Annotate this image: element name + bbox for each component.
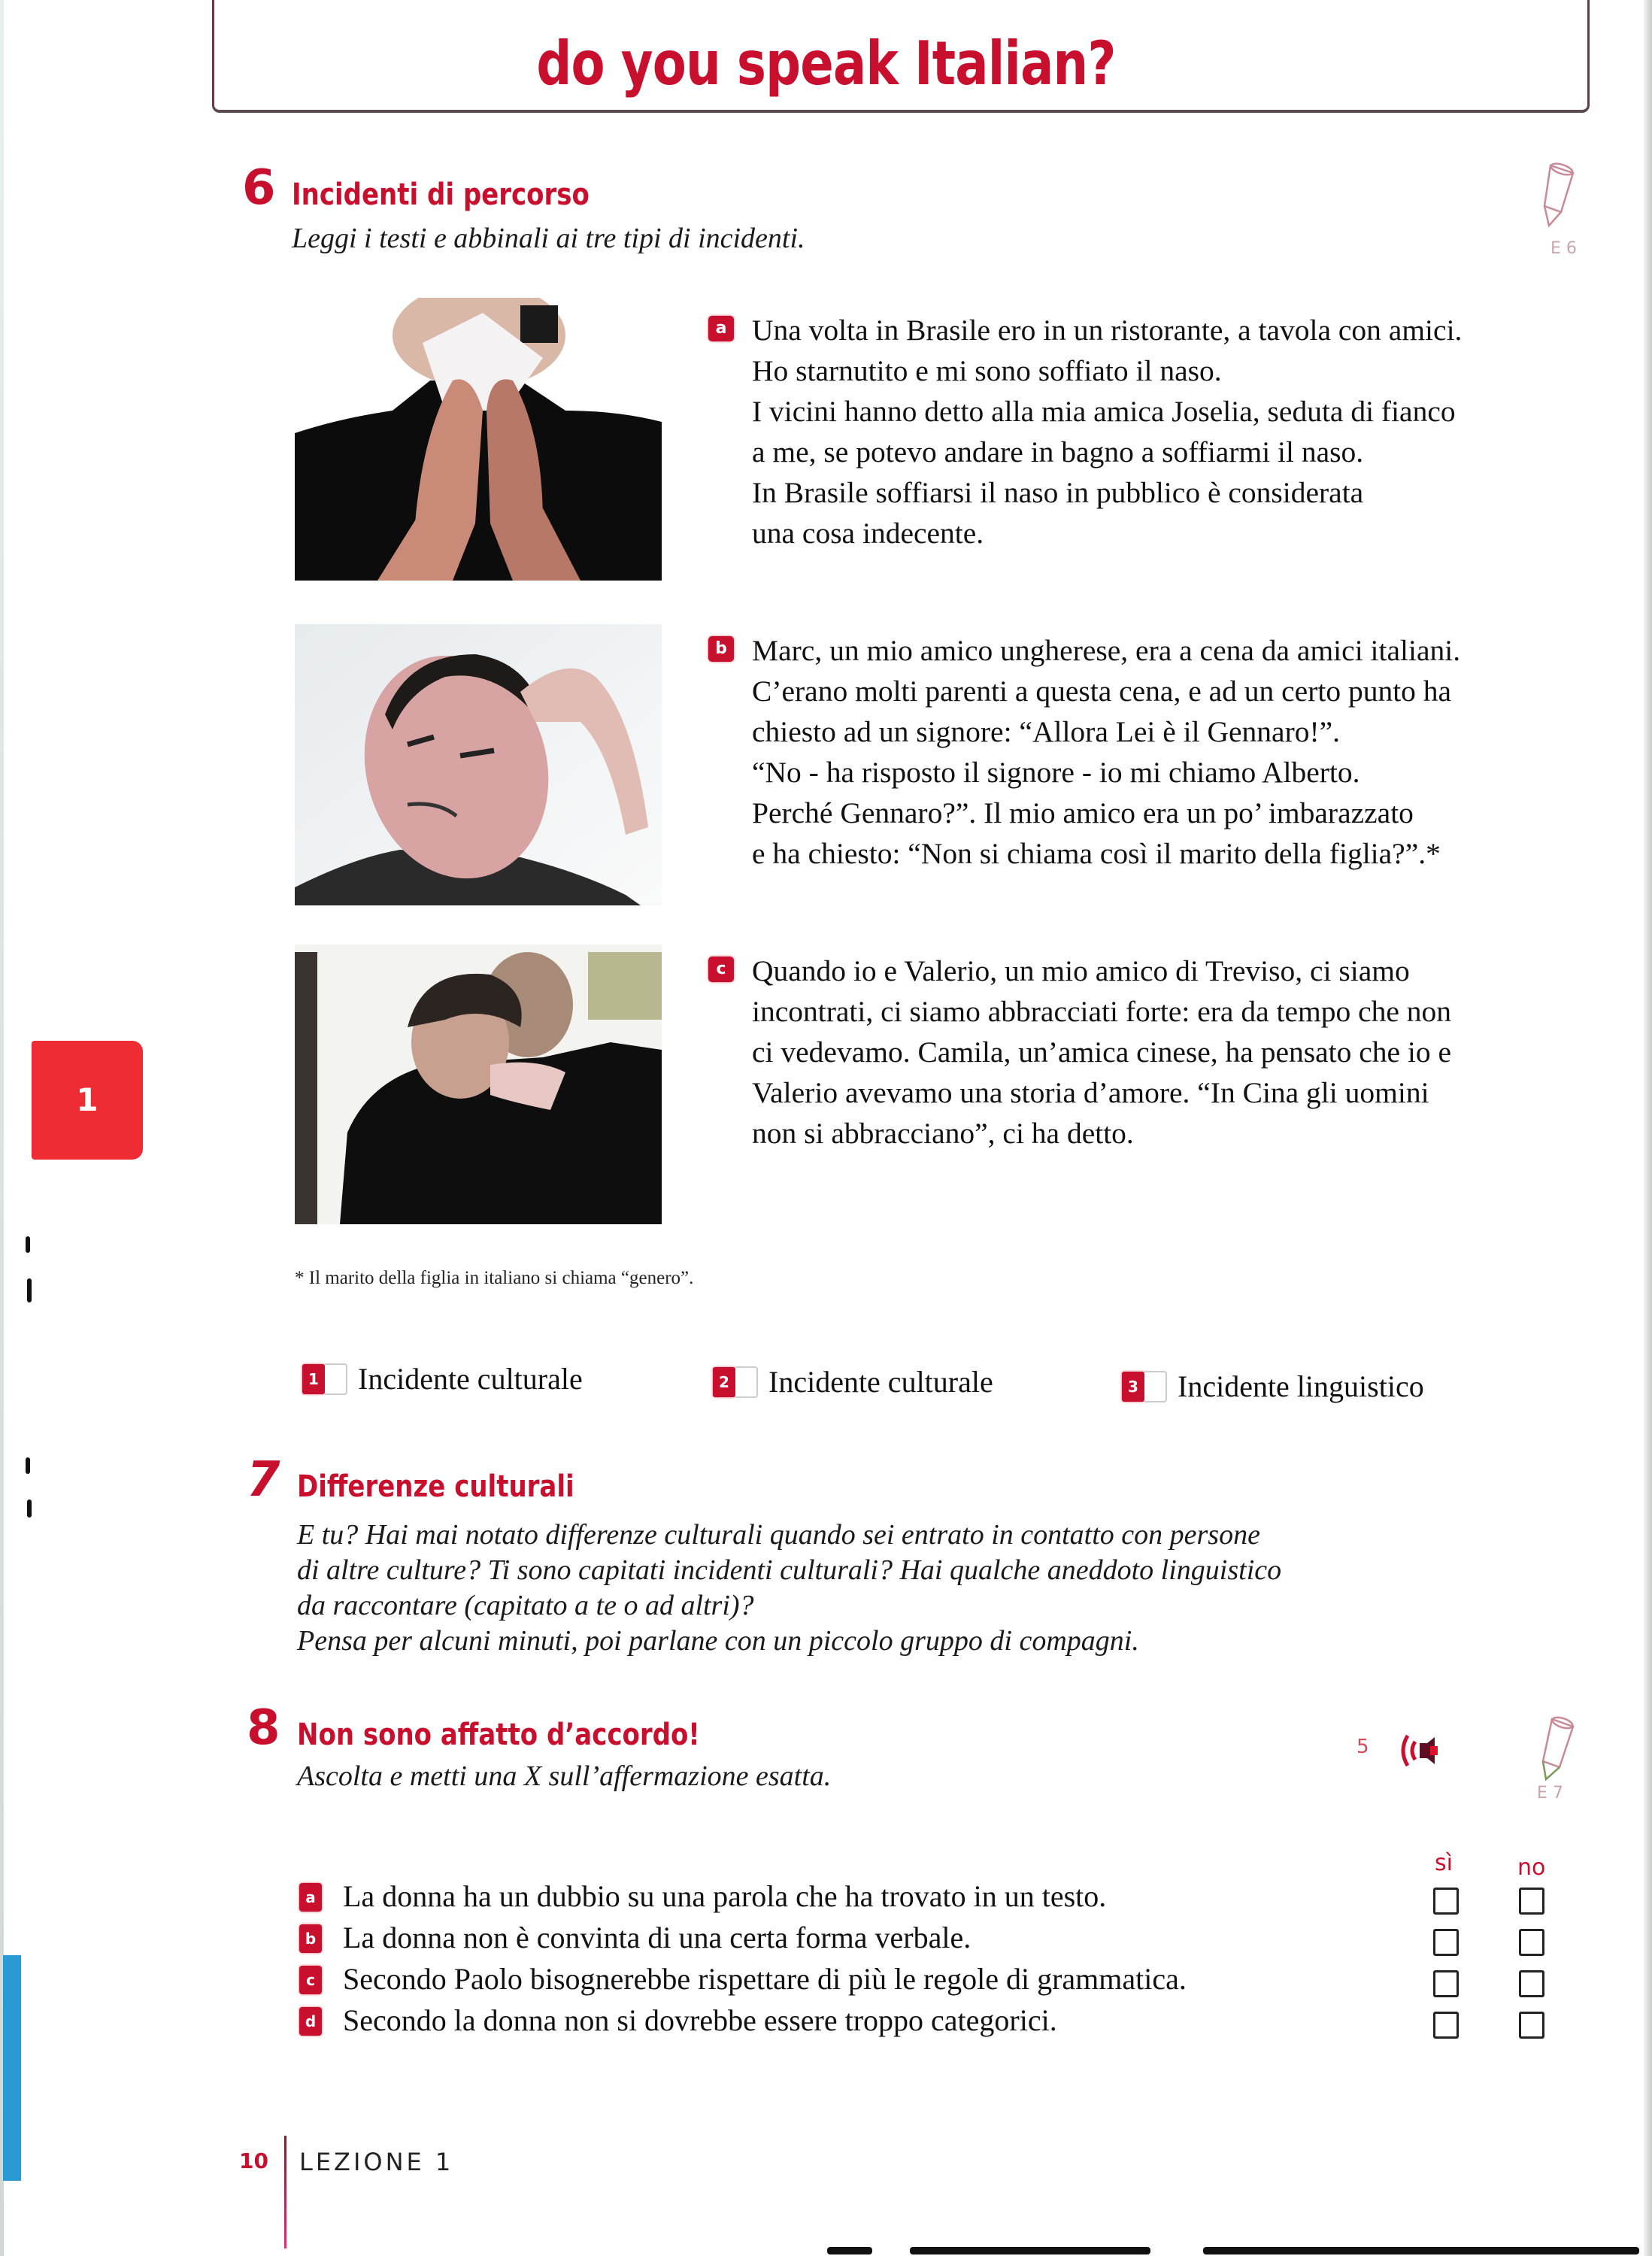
audio-track-number: 5 bbox=[1356, 1736, 1369, 1758]
match-answer-box-2[interactable] bbox=[735, 1366, 758, 1398]
story-line: I vicini hanno detto alla mia amica Joselia, seduta di fianco bbox=[752, 395, 1456, 428]
section-8-instruction: Ascolta e metti una X sull’affermazione esatta. bbox=[297, 1760, 832, 1792]
match-item-3 bbox=[1122, 1369, 1424, 1404]
page-number: 10 bbox=[239, 2148, 268, 2173]
checkbox-no-c[interactable] bbox=[1519, 1970, 1544, 1997]
match-number-badge: 3 bbox=[1122, 1372, 1144, 1402]
statement-row-d bbox=[299, 2003, 1578, 2043]
story-line: incontrati, ci siamo abbracciati forte: era da tempo che non bbox=[752, 995, 1452, 1028]
match-label: Incidente culturale bbox=[768, 1365, 993, 1399]
statement-text: La donna non è convinta di una certa forma verbale. bbox=[343, 1921, 971, 1954]
margin-mark bbox=[26, 1457, 30, 1474]
story-line: e ha chiesto: “Non si chiama così il marito della figlia?”.* bbox=[752, 837, 1441, 870]
section-7-title: Differenze culturali bbox=[297, 1469, 574, 1504]
photo-blowing-nose bbox=[295, 298, 662, 581]
section-7-number: 7 bbox=[247, 1452, 280, 1508]
statement-badge: b bbox=[299, 1924, 322, 1953]
story-c bbox=[707, 951, 1594, 1154]
statement-text: Secondo la donna non si dovrebbe essere troppo categorici. bbox=[343, 2003, 1057, 2037]
section-8-number: 8 bbox=[247, 1700, 280, 1756]
match-answer-box-1[interactable] bbox=[325, 1363, 347, 1395]
checkbox-no-a[interactable] bbox=[1519, 1888, 1544, 1915]
checkbox-no-d[interactable] bbox=[1519, 2012, 1544, 2039]
pencil-icon bbox=[1529, 1712, 1582, 1791]
story-line: Marc, un mio amico ungherese, era a cena da amici italiani. bbox=[752, 634, 1461, 667]
story-b bbox=[707, 630, 1594, 874]
checkbox-no-b[interactable] bbox=[1519, 1929, 1544, 1956]
statement-row-b bbox=[299, 1920, 1578, 1960]
section-7-line: E tu? Hai mai notato differenze culturali quando sei entrato in contatto con persone bbox=[297, 1519, 1260, 1551]
scan-artifact bbox=[1203, 2247, 1639, 2254]
scan-artifact bbox=[910, 2247, 1150, 2254]
pencil-icon bbox=[1534, 159, 1587, 238]
section-6-title: Incidenti di percorso bbox=[292, 177, 590, 212]
story-c-badge: c bbox=[708, 957, 734, 982]
story-line: chiesto ad un signore: “Allora Lei è il Gennaro!”. bbox=[752, 715, 1341, 748]
match-label: Incidente linguistico bbox=[1178, 1369, 1424, 1403]
statement-badge: c bbox=[299, 1966, 322, 1994]
story-line: ci vedevamo. Camila, un’amica cinese, ha pensato che io e bbox=[752, 1036, 1452, 1069]
section-6-number: 6 bbox=[242, 160, 276, 216]
checkbox-si-a[interactable] bbox=[1433, 1888, 1459, 1915]
match-answer-box-3[interactable] bbox=[1144, 1371, 1167, 1402]
statement-row-a bbox=[299, 1878, 1578, 1919]
photo-men-hugging bbox=[295, 945, 662, 1224]
page-edge-blue-tab bbox=[3, 1955, 21, 2181]
section-7-line: di altre culture? Ti sono capitati incidenti culturali? Hai qualche aneddoto linguistico bbox=[297, 1554, 1282, 1586]
story-line: C’erano molti parenti a questa cena, e ad un certo punto ha bbox=[752, 675, 1452, 708]
section-7-line: da raccontare (capitato a te o ad altri)? bbox=[297, 1590, 754, 1621]
column-header-no: no bbox=[1517, 1854, 1546, 1881]
lesson-label: LEZIONE 1 bbox=[299, 2148, 454, 2176]
page-right-edge bbox=[1644, 0, 1652, 2256]
story-line: una cosa indecente. bbox=[752, 517, 984, 550]
match-item-1 bbox=[302, 1361, 583, 1396]
section-6-instruction: Leggi i testi e abbinali ai tre tipi di incidenti. bbox=[292, 223, 805, 254]
story-a bbox=[707, 310, 1594, 553]
story-line: a me, se potevo andare in bagno a soffiarmi il naso. bbox=[752, 435, 1364, 468]
statement-text: Secondo Paolo bisognerebbe rispettare di più le regole di grammatica. bbox=[343, 1962, 1187, 1996]
story-line: non si abbracciano”, ci ha detto. bbox=[752, 1117, 1134, 1150]
statement-badge: d bbox=[299, 2007, 322, 2036]
statement-badge: a bbox=[299, 1883, 322, 1912]
story-line: Perché Gennaro?”. Il mio amico era un po’ imbarazzato bbox=[752, 796, 1414, 829]
checkbox-si-c[interactable] bbox=[1433, 1970, 1459, 1997]
margin-mark bbox=[27, 1278, 32, 1302]
checkbox-si-d[interactable] bbox=[1433, 2012, 1459, 2039]
column-header-si: sì bbox=[1435, 1850, 1453, 1876]
scan-artifact bbox=[827, 2247, 872, 2254]
photo-confused-man bbox=[295, 624, 662, 905]
lesson-side-tab[interactable]: 1 bbox=[32, 1041, 143, 1160]
audio-speaker-icon[interactable] bbox=[1397, 1728, 1442, 1777]
margin-mark bbox=[26, 1236, 30, 1253]
story-line: In Brasile soffiarsi il naso in pubblico è considerata bbox=[752, 476, 1364, 509]
exercise-ref-e6: E 6 bbox=[1550, 239, 1577, 258]
page-title: do you speak Italian? bbox=[536, 29, 1116, 99]
match-label: Incidente culturale bbox=[358, 1362, 583, 1396]
section-8-title: Non sono affatto d’accordo! bbox=[297, 1718, 700, 1752]
statement-text: La donna ha un dubbio su una parola che ha trovato in un testo. bbox=[343, 1879, 1107, 1913]
story-a-badge: a bbox=[708, 316, 734, 341]
story-line: Quando io e Valerio, un mio amico di Treviso, ci siamo bbox=[752, 954, 1410, 987]
section-7-line: Pensa per alcuni minuti, poi parlane con un piccolo gruppo di compagni. bbox=[297, 1625, 1139, 1657]
footer-divider bbox=[284, 2136, 286, 2248]
match-item-2 bbox=[713, 1364, 993, 1399]
margin-mark bbox=[27, 1499, 32, 1518]
exercise-ref-e7: E 7 bbox=[1537, 1784, 1563, 1803]
checkbox-si-b[interactable] bbox=[1433, 1929, 1459, 1956]
story-b-badge: b bbox=[708, 636, 734, 662]
story-line: Una volta in Brasile ero in un ristorante, a tavola con amici. bbox=[752, 314, 1463, 347]
match-number-badge: 2 bbox=[713, 1367, 735, 1397]
section-7-body bbox=[297, 1518, 1500, 1659]
statement-row-c bbox=[299, 1961, 1578, 2002]
story-line: “No - ha risposto il signore - io mi chiamo Alberto. bbox=[752, 756, 1360, 789]
story-line: Valerio avevamo una storia d’amore. “In Cina gli uomini bbox=[752, 1076, 1429, 1109]
match-number-badge: 1 bbox=[302, 1364, 325, 1394]
story-line: Ho starnutito e mi sono soffiato il naso. bbox=[752, 354, 1222, 387]
footnote: * Il marito della figlia in italiano si chiama “genero”. bbox=[295, 1268, 694, 1288]
page-left-edge bbox=[0, 0, 4, 2256]
